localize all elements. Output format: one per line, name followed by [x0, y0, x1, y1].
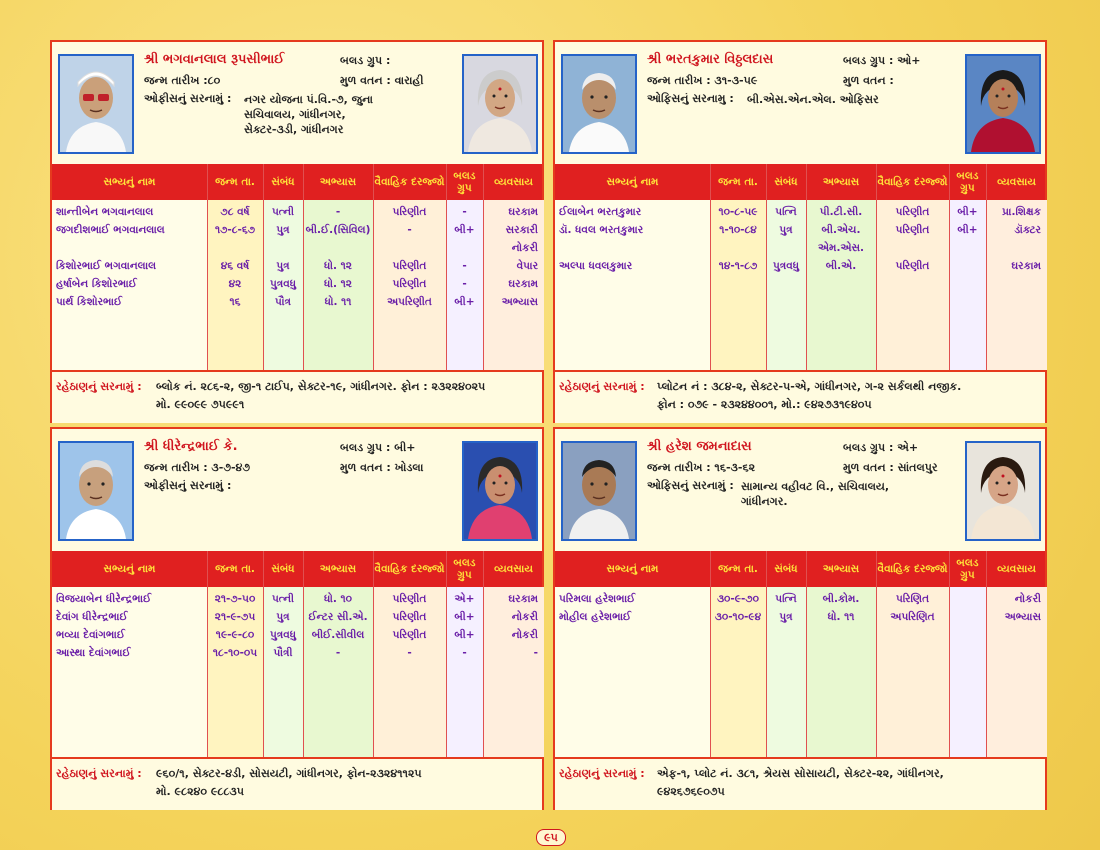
- residence-label: રહેઠાણનું સરનામું :: [559, 767, 645, 780]
- column-divider: [949, 164, 950, 370]
- table-cell: ઘરકામ: [508, 278, 538, 290]
- table-cell: પાર્થ કિશોરભાઈ: [56, 296, 123, 308]
- table-cell: બીઈ.સીવીલ: [311, 629, 365, 641]
- card-header: [52, 429, 542, 551]
- table-cell: નોકરી: [1014, 593, 1041, 605]
- table-cell: [766, 240, 806, 256]
- column-header: અભ્યાસ: [319, 176, 357, 188]
- column-divider: [710, 164, 711, 370]
- table-cell: પરિણીત: [392, 260, 427, 272]
- family-card: [50, 40, 544, 423]
- table-cell: ડૉક્ટર: [1014, 224, 1041, 236]
- table-cell: બી.એ.: [825, 260, 857, 272]
- table-cell: [949, 240, 986, 256]
- table-cell: અપરિણિત: [890, 611, 935, 623]
- table-cell: પુત્રવધુ: [772, 260, 800, 272]
- column-divider: [483, 164, 484, 370]
- head-name: શ્રી ધીરેન્દ્રભાઈ કે.: [144, 439, 238, 454]
- table-cell: પુત્રવધુ: [269, 629, 297, 641]
- table-cell: [446, 240, 483, 256]
- table-cell: અલ્પા ધવલકુમાર: [559, 260, 633, 272]
- table-cell: પૌત્ર: [275, 296, 291, 308]
- table-cell: નોકરી: [511, 611, 538, 623]
- table-cell: પૌત્રી: [273, 647, 293, 659]
- table-cell: -: [407, 224, 412, 236]
- table-cell: ધો. ૧૧: [827, 611, 855, 623]
- table-cell: એમ.એસ.: [817, 242, 865, 254]
- column-header: વૈવાહિક દરજ્જો: [877, 176, 948, 188]
- birth-date: જન્મ તારીખ :૮૦: [144, 74, 221, 87]
- table-cell: મોહીલ હરેશભાઈ: [559, 611, 632, 623]
- table-cell: -: [335, 206, 341, 218]
- table-cell: ધો. ૧૦: [323, 593, 353, 605]
- table-row: [555, 609, 1045, 625]
- table-header: [52, 551, 542, 587]
- table-cell: અભ્યાસ: [1004, 611, 1041, 623]
- family-card: [50, 427, 544, 810]
- column-header: સંબંધ: [271, 176, 295, 188]
- column-header: વ્યવસાય: [997, 563, 1036, 575]
- column-header: સંબંધ: [271, 563, 295, 575]
- table-cell: આસ્થા દેવાંગભાઈ: [56, 647, 131, 659]
- table-cell: નોકરી: [511, 242, 538, 254]
- residence-address: બ્લોક નં. ૨૮૬-૨, જી-૧ ટાઈપ, સેક્ટર-૧૯, ગાંધીનગર. ફોન : ૨૩૨૨૪૦૨૫: [156, 380, 486, 393]
- column-divider: [263, 551, 264, 757]
- table-cell: હર્ષાબેન કિશોરભાઈ: [56, 278, 137, 290]
- column-header: બલડ ગ્રુપ: [453, 170, 476, 194]
- column-header: અભ્યાસ: [822, 563, 860, 575]
- column-header: વ્યવસાય: [997, 176, 1036, 188]
- native-place: મુળ વતન : વારાહી: [340, 74, 424, 87]
- table-row: [555, 591, 1045, 607]
- column-header: બલડ ગ્રુપ: [956, 557, 979, 581]
- table-row: [555, 204, 1045, 220]
- table-cell: પરિણીત: [392, 278, 427, 290]
- card-header: [52, 42, 542, 164]
- table-cell: પુત્ર: [779, 611, 793, 623]
- table-cell: ૩૦-૧૦-૯૪: [714, 611, 762, 623]
- table-cell: પુત્ર: [276, 611, 290, 623]
- column-divider: [303, 551, 304, 757]
- table-cell: ૧૬: [229, 296, 241, 308]
- spouse-photo: [965, 54, 1041, 154]
- column-header: વૈવાહિક દરજ્જો: [374, 563, 445, 575]
- column-divider: [876, 164, 877, 370]
- table-cell: ૧૭-૮-૬૭: [214, 224, 256, 236]
- column-header: સભ્યનું નામ: [103, 176, 156, 188]
- native-place: મુળ વતન : ખોડલા: [340, 461, 424, 474]
- table-cell: પુત્ર: [779, 224, 793, 236]
- column-divider: [207, 164, 208, 370]
- column-header: વૈવાહિક દરજ્જો: [877, 563, 948, 575]
- table-cell: ઈન્ટર સી.એ.: [308, 611, 368, 623]
- table-cell: પી.ટી.સી.: [819, 206, 863, 218]
- native-place: મુળ વતન : સાંતલપુર: [843, 461, 938, 474]
- native-place: મુળ વતન :: [843, 74, 894, 87]
- table-cell: [949, 258, 986, 274]
- table-cell: ૧૯-૯-૮૦: [215, 629, 255, 641]
- table-cell: ૨૧-૭-૫૦: [214, 593, 256, 605]
- residence-phone: ૯૪૨૬૭૬૯૦૭૫: [657, 785, 725, 798]
- table-cell: ઘરકામ: [508, 206, 538, 218]
- column-divider: [373, 164, 374, 370]
- head-photo: [58, 441, 134, 541]
- table-cell: [555, 240, 710, 256]
- head-name: શ્રી હરેશ જમનાદાસ: [647, 439, 752, 454]
- column-header: અભ્યાસ: [319, 563, 357, 575]
- table-cell: ૧૦-૮-૫૯: [718, 206, 758, 218]
- table-body: [52, 200, 542, 370]
- table-row: [52, 294, 542, 310]
- table-header: [555, 551, 1045, 587]
- table-cell: સરકારી: [505, 224, 538, 236]
- table-cell: ડૉ. ધવલ ભરતકુમાર: [559, 224, 644, 236]
- table-header: [52, 164, 542, 200]
- table-cell: [207, 240, 263, 256]
- column-divider: [207, 551, 208, 757]
- table-header: [555, 164, 1045, 200]
- column-header: સંબંધ: [774, 176, 798, 188]
- table-cell: પરિણીત: [392, 611, 427, 623]
- table-cell: પરિણીત: [392, 629, 427, 641]
- table-cell: શાન્તીબેન ભગવાનલાલ: [56, 206, 154, 218]
- table-cell: પત્નિ: [775, 593, 797, 605]
- table-cell: બી+: [957, 224, 978, 236]
- residence-footer: [52, 757, 542, 810]
- table-row: [52, 258, 542, 274]
- column-divider: [446, 164, 447, 370]
- residence-footer: [555, 370, 1045, 423]
- column-header: જન્મ તા.: [718, 563, 758, 575]
- table-cell: [263, 240, 303, 256]
- table-cell: પરિણીત: [895, 206, 930, 218]
- column-header: જન્મ તા.: [718, 176, 758, 188]
- table-row: [52, 222, 542, 238]
- table-cell: ૩૦-૯-૭૦: [717, 593, 759, 605]
- table-cell: અપરિણીત: [387, 296, 432, 308]
- table-cell: જગદીશભાઈ ભગવાનલાલ: [56, 224, 165, 236]
- table-cell: અભ્યાસ: [501, 296, 538, 308]
- column-divider: [766, 164, 767, 370]
- table-cell: -: [462, 647, 467, 659]
- table-cell: ૪૬ વર્ષ: [220, 260, 250, 272]
- table-row: [555, 258, 1045, 274]
- residence-address: એફ-૧, પ્લોટ નં. ૩૮૧, શ્રેયસ સોસાયટી, સેક્ટર-૨૨, ગાંધીનગર,: [657, 767, 944, 780]
- table-cell: પત્નિ: [775, 206, 797, 218]
- table-row: [52, 591, 542, 607]
- table-cell: [303, 240, 373, 256]
- table-cell: ઘરકામ: [1011, 260, 1041, 272]
- table-row: [52, 627, 542, 643]
- column-divider: [710, 551, 711, 757]
- table-cell: પ્રા.શિક્ષક: [1002, 206, 1041, 218]
- table-cell: -: [407, 647, 412, 659]
- residence-phone: ફોન : ૦૭૯ - ૨૩૨૪૪૦૦૧, મો.: ૯૪૨૭૩૧૯૪૦૫: [657, 398, 872, 411]
- column-header: વ્યવસાય: [494, 176, 533, 188]
- office-label: ઓફીસનું સરનામું :: [144, 479, 232, 492]
- table-cell: બી+: [957, 206, 978, 218]
- table-cell: ૭૮ વર્ષ: [220, 206, 250, 218]
- office-label: ઓફીસનું સરનામું :: [144, 92, 232, 105]
- table-body: [555, 587, 1045, 757]
- table-cell: પરિણીત: [895, 260, 930, 272]
- column-header: અભ્યાસ: [822, 176, 860, 188]
- head-photo: [561, 441, 637, 541]
- table-cell: [949, 609, 986, 625]
- office-address: નગર યોજના પં.વિ.-૭, જુના સચિવાલય, ગાંધીનગર, સેક્ટર-૩ડી, ગાંધીનગર: [244, 93, 373, 136]
- table-cell: [949, 591, 986, 607]
- table-cell: નોકરી: [511, 629, 538, 641]
- table-cell: કિશોરભાઈ ભગવાનલાલ: [56, 260, 157, 272]
- table-cell: ૧૮-૧૦-૦૫: [212, 647, 258, 659]
- table-cell: [986, 240, 1047, 256]
- column-divider: [806, 551, 807, 757]
- spouse-photo: [965, 441, 1041, 541]
- column-divider: [446, 551, 447, 757]
- office-label: ઓફિસનું સરનામુ :: [647, 92, 734, 105]
- table-cell: પરિણીત: [895, 224, 930, 236]
- table-cell: [52, 240, 207, 256]
- residence-phone: મો. ૯૮૨૪૦ ૯૮૮૩૫: [156, 785, 244, 798]
- table-cell: -: [533, 647, 538, 659]
- table-body: [555, 200, 1045, 370]
- table-cell: બી+: [454, 224, 475, 236]
- office-address: બી.એસ.એન.એલ. ઓફિસર: [747, 93, 879, 106]
- birth-date: જન્મ તારીખ : ૩-૭-૪૭: [144, 461, 250, 474]
- table-cell: ધો. ૧૨: [324, 260, 352, 272]
- table-cell: ૪૨: [228, 278, 242, 290]
- table-cell: દેવાંગ ધીરેન્દ્રભાઈ: [56, 611, 128, 623]
- column-header: સભ્યનું નામ: [103, 563, 156, 575]
- birth-date: જન્મ તારીખ : ૩૧-૩-૫૯: [647, 74, 758, 87]
- office-label: ઓફિસનું સરનામું :: [647, 479, 734, 492]
- table-cell: પુત્ર: [276, 260, 290, 272]
- head-name: શ્રી ભગવાનલાલ રૂપસીભાઈ: [144, 52, 285, 67]
- column-header: બલડ ગ્રુપ: [453, 557, 476, 581]
- table-cell: પરિણીત: [392, 593, 427, 605]
- blood-group: બલડ ગ્રુપ : ઓ+: [843, 54, 921, 67]
- page-number: ૯૫: [536, 829, 566, 846]
- table-cell: પુત્ર: [276, 224, 290, 236]
- column-header: બલડ ગ્રુપ: [956, 170, 979, 194]
- table-row: [555, 240, 1045, 256]
- column-header: વૈવાહિક દરજ્જો: [374, 176, 445, 188]
- residence-phone: મો. ૯૯૦૯૯ ૭૫૯૯૧: [156, 398, 245, 411]
- column-header: જન્મ તા.: [215, 176, 255, 188]
- table-cell: બી.એચ.: [821, 224, 861, 236]
- head-photo: [561, 54, 637, 154]
- table-cell: ધો. ૧૨: [324, 278, 352, 290]
- table-row: [52, 204, 542, 220]
- table-cell: પરિમલા હરેશભાઈ: [559, 593, 636, 605]
- table-cell: -: [335, 647, 341, 659]
- table-row: [52, 276, 542, 292]
- column-header: વ્યવસાય: [494, 563, 533, 575]
- table-cell: ઘરકામ: [508, 593, 538, 605]
- blood-group: બલડ ગ્રુપ : એ+: [843, 441, 919, 454]
- table-row: [52, 609, 542, 625]
- head-photo: [58, 54, 134, 154]
- table-cell: વેપાર: [516, 260, 538, 272]
- column-divider: [986, 164, 987, 370]
- column-divider: [766, 551, 767, 757]
- column-divider: [949, 551, 950, 757]
- column-header: સંબંધ: [774, 563, 798, 575]
- spouse-photo: [462, 441, 538, 541]
- office-address: સામાન્ય વહીવટ વિ., સચિવાલય, ગાંધીનગર.: [741, 480, 890, 508]
- table-cell: બી+: [454, 296, 475, 308]
- table-cell: બી+: [454, 611, 475, 623]
- table-cell: ૧૪-૧-૮૭: [718, 260, 758, 272]
- table-cell: ૨૧-૯-૭૫: [214, 611, 256, 623]
- table-cell: પુત્રવધુ: [269, 278, 297, 290]
- column-header: જન્મ તા.: [215, 563, 255, 575]
- table-cell: ૧-૧૦-૮૪: [719, 224, 757, 236]
- residence-footer: [555, 757, 1045, 810]
- table-cell: [710, 240, 766, 256]
- table-cell: પરિણિત: [895, 593, 930, 605]
- family-card: [553, 427, 1047, 810]
- column-divider: [303, 164, 304, 370]
- table-cell: બી+: [454, 629, 475, 641]
- table-cell: બી.ઈ.(સિવિલ): [305, 224, 371, 236]
- blood-group: બલડ ગ્રુપ :: [340, 54, 391, 67]
- table-cell: પરિણીત: [392, 206, 427, 218]
- column-header: સભ્યનું નામ: [606, 563, 659, 575]
- residence-label: રહેઠાણનું સરનામું :: [56, 767, 142, 780]
- residence-label: રહેઠાણનું સરનામું :: [559, 380, 645, 393]
- column-divider: [263, 164, 264, 370]
- blood-group: બલડ ગ્રુપ : બી+: [340, 441, 416, 454]
- table-cell: બી.કોમ.: [822, 593, 860, 605]
- table-cell: -: [462, 260, 467, 272]
- column-divider: [986, 551, 987, 757]
- table-row: [52, 240, 542, 256]
- table-cell: વિજયાબેન ધીરેન્દ્રભાઈ: [56, 593, 152, 605]
- table-cell: ઈલાબેન ભરતકુમાર: [559, 206, 642, 218]
- residence-address: પ્લોટન નં : ૩૮૪-૨, સેક્ટર-૫-એ, ગાંધીનગર, ગ-૨ સર્કલથી નજીક.: [657, 380, 962, 393]
- column-divider: [373, 551, 374, 757]
- residence-address: ૯૬૦/૧, સેક્ટર-૪ડી, સોસયટી, ગાંધીનગર, ફોન-૨૩૨૪૧૧૨૫: [156, 767, 422, 780]
- table-cell: એ+: [454, 593, 475, 605]
- column-divider: [876, 551, 877, 757]
- residence-label: રહેઠાણનું સરનામું :: [56, 380, 142, 393]
- column-divider: [483, 551, 484, 757]
- table-cell: પત્ની: [271, 206, 295, 218]
- table-cell: -: [462, 206, 467, 218]
- table-row: [555, 222, 1045, 238]
- family-card: [553, 40, 1047, 423]
- table-cell: પત્ની: [271, 593, 295, 605]
- head-name: શ્રી ભરતકુમાર વિઠ્ઠલદાસ: [647, 52, 774, 67]
- card-header: [555, 42, 1045, 164]
- residence-footer: [52, 370, 542, 423]
- table-row: [52, 645, 542, 661]
- table-cell: [373, 240, 446, 256]
- table-cell: ધો. ૧૧: [324, 296, 352, 308]
- card-header: [555, 429, 1045, 551]
- table-cell: ભવ્યા દેવાંગભાઈ: [56, 629, 125, 641]
- spouse-photo: [462, 54, 538, 154]
- table-cell: -: [462, 278, 467, 290]
- table-body: [52, 587, 542, 757]
- birth-date: જન્મ તારીખ : ૧૬-૩-૬૨: [647, 461, 756, 474]
- column-header: સભ્યનું નામ: [606, 176, 659, 188]
- table-cell: [876, 240, 949, 256]
- column-divider: [806, 164, 807, 370]
